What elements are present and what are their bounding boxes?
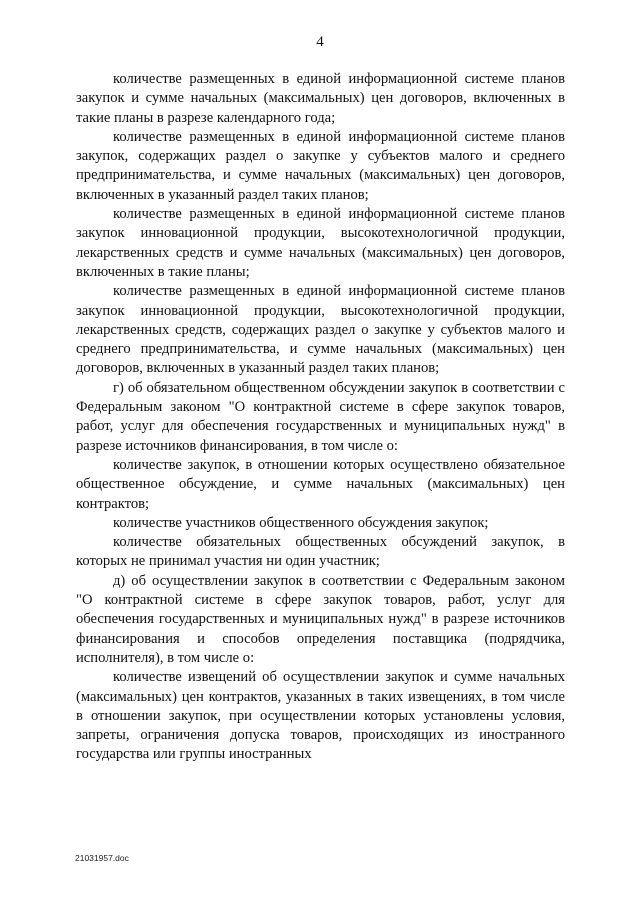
document-body (76, 70, 565, 765)
footer-file-code: 21031957.doc (75, 853, 129, 863)
paragraph-plans-smb-section: количестве размещенных в единой информационной системе планов закупок, содержащих раздел о закупке у субъектов малого и среднего предпринимательства, и сумме начальных (максимальных) цен договоров, включенных в указанный раздел таких планов; (76, 128, 565, 203)
paragraph-innovative-plans-smb: количестве размещенных в единой информационной системе планов закупок инновационной продукции, высокотехнологичной продукции, лекарственных средств, содержащих раздел о закупке у субъектов малого и среднего предпринимательства, и сумме начальных (максимальных) цен договоров, включенных в указанный раздел таких планов; (76, 283, 565, 377)
page-number: 4 (316, 34, 324, 50)
paragraph-plans-calendar-year: количестве размещенных в единой информационной системе планов закупок и сумме начальных (максимальных) цен договоров, включенных в такие планы в разрезе календарного года; (76, 71, 565, 126)
paragraph-discussion-participants: количестве участников общественного обсуждения закупок; (113, 514, 489, 531)
paragraph-innovative-plans: количестве размещенных в единой информационной системе планов закупок инновационной продукции, высокотехнологичной продукции, лекарственных средств и сумме начальных (максимальных) цен договоров, включенных в такие планы; (76, 206, 565, 280)
paragraph-notices-count: количестве извещений об осуществлении закупок и сумме начальных (максимальных) цен контрактов, указанных в таких извещениях, в том числе в отношении закупок, при осуществлении которых установлены условия, запреты, ограничения допуска товаров, происходящих из иностранного государства или группы иностранных (76, 669, 565, 763)
paragraph-item-d-procurement: д) об осуществлении закупок в соответствии с Федеральным законом "О контрактной системе в сфере закупок товаров, работ, услуг для обеспечения государственных и муниципальных нужд" в разрезе источников финансирования и способов определения поставщика (подрядчика, исполнителя), в том числе о: (76, 572, 565, 666)
paragraph-discussions-no-participants: количестве обязательных общественных обсуждений закупок, в которых не принимал участия ни один участник; (76, 534, 565, 570)
paragraph-discussed-procurements: количестве закупок, в отношении которых осуществлено обязательное общественное обсуждение, и сумме начальных (максимальных) цен контрактов; (76, 456, 565, 512)
paragraph-item-g-public-discussion: г) об обязательном общественном обсуждении закупок в соответствии с Федеральным законом "О контрактной системе в сфере закупок товаров, работ, услуг для обеспечения государственных и муниципальных нужд" в разрезе источников финансирования, в том числе о: (76, 379, 565, 454)
